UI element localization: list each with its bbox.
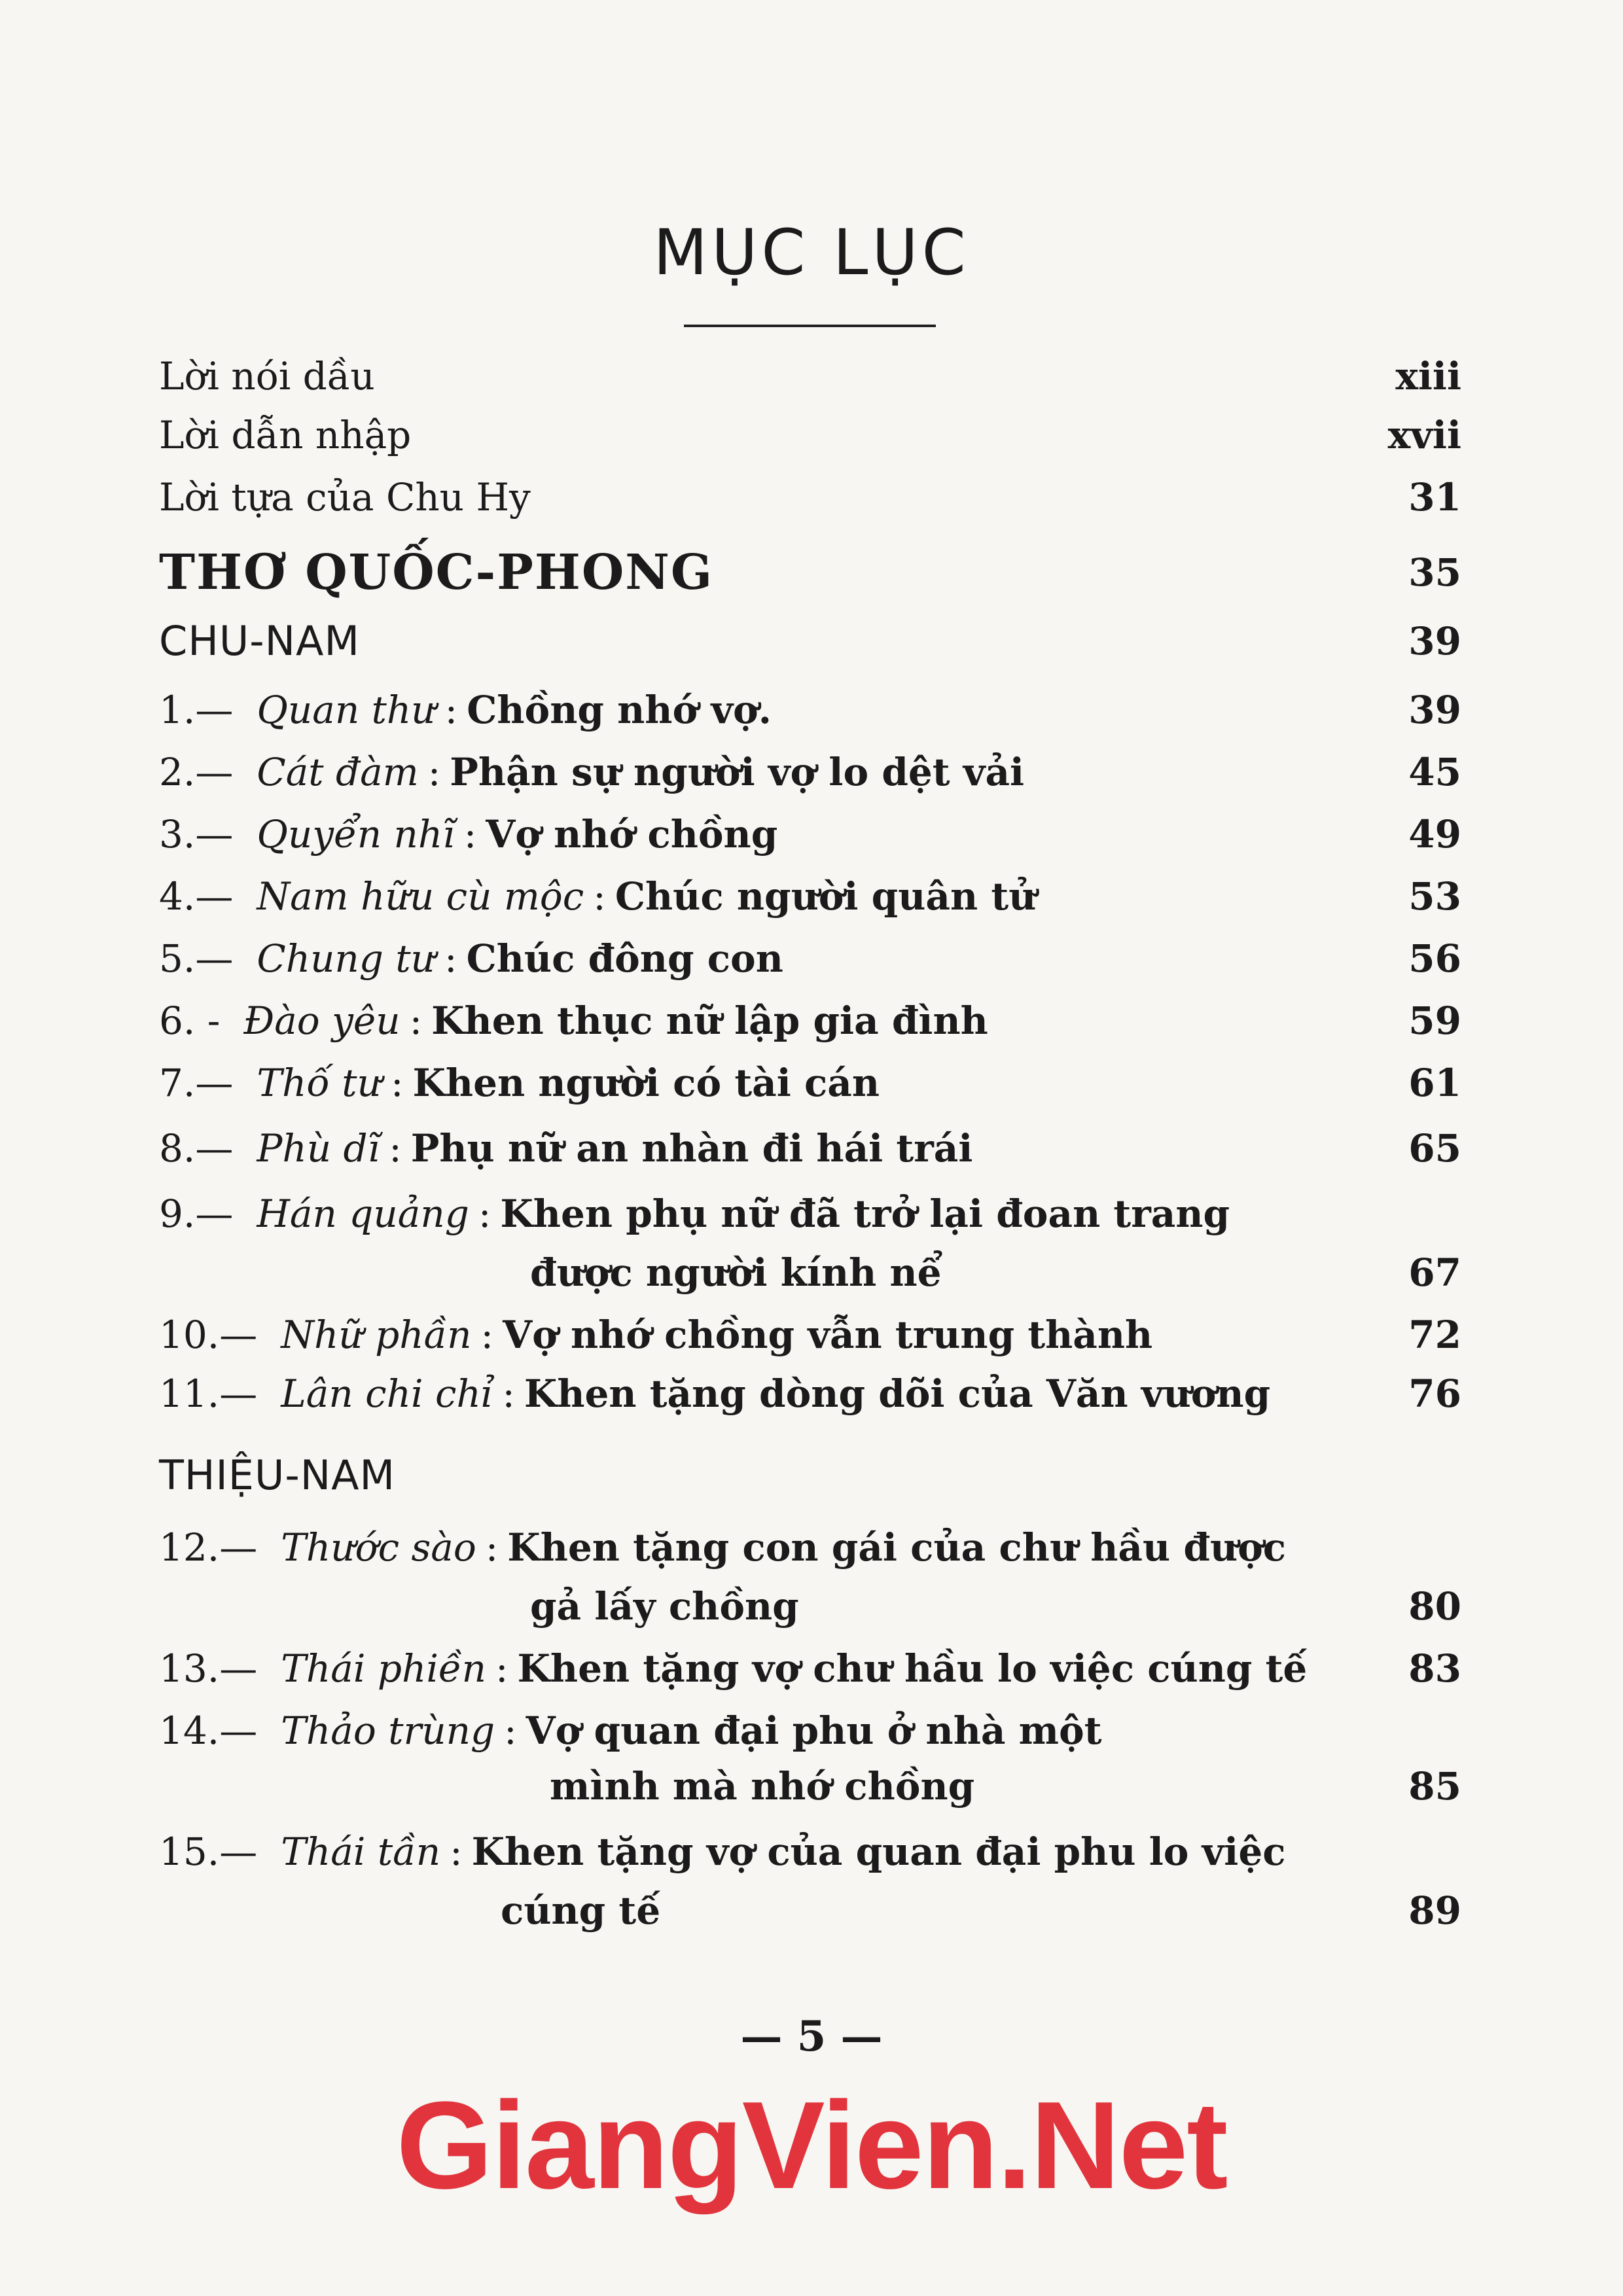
- entry-name: Phù dĩ: [257, 1126, 380, 1171]
- toc-page: xiii: [1395, 354, 1461, 398]
- entry-name: Thước sào: [281, 1525, 476, 1570]
- toc-row: 12.— Thước sào : Khen tặng con gái của chư hầu được: [159, 1521, 1461, 1574]
- entry-number: 15.—: [159, 1829, 258, 1874]
- section-thieu-nam: [159, 1449, 1461, 1502]
- entry-desc-continued: gả lấy chồng: [530, 1584, 799, 1629]
- entry-desc-continued: được người kính nể: [530, 1250, 942, 1295]
- toc-page: 85: [1408, 1764, 1461, 1809]
- watermark-logo: GiangVien.Net: [396, 2076, 1227, 2215]
- entry-desc: Phận sự người vợ lo dệt vải: [450, 750, 1025, 794]
- toc-row-continuation: [501, 1884, 1461, 1937]
- entry-number: 2.—: [159, 750, 234, 794]
- toc-page: 72: [1408, 1313, 1461, 1357]
- title-underline: [684, 325, 936, 327]
- toc-page: 65: [1408, 1126, 1461, 1171]
- toc-page: 59: [1408, 998, 1461, 1043]
- toc-row-continuation: [550, 1760, 1461, 1812]
- entry-number: 1.—: [159, 688, 234, 732]
- toc-row: 11.— Lân chi chỉ : Khen tặng dòng dõi của Văn vương 76: [159, 1368, 1461, 1420]
- entry-number: 11.—: [159, 1371, 258, 1416]
- toc-page: xvii: [1387, 413, 1461, 457]
- toc-page: 89: [1408, 1888, 1461, 1933]
- toc-page: 80: [1408, 1584, 1461, 1629]
- toc-row: 1.— Quan thư : Chồng nhớ vợ. 39: [159, 684, 1461, 736]
- section-title: THIỆU-NAM: [159, 1451, 395, 1499]
- toc-page: 53: [1408, 874, 1461, 919]
- toc-row-front-1: [159, 350, 1461, 402]
- toc-row: 10.— Nhữ phần : Vợ nhớ chồng vẫn trung thành 72: [159, 1309, 1461, 1361]
- toc-row: 15.— Thái tần : Khen tặng vợ của quan đại phu lo việc: [159, 1826, 1461, 1878]
- toc-page: 76: [1408, 1371, 1461, 1416]
- entry-name: Hán quảng: [257, 1192, 469, 1236]
- section-title: THƠ QUỐC-PHONG: [159, 544, 714, 601]
- entry-desc: Khen tặng vợ chư hầu lo việc cúng tế: [517, 1646, 1308, 1691]
- toc-page: 45: [1408, 750, 1461, 794]
- entry-number: 13.—: [159, 1646, 258, 1691]
- entry-number: 6. -: [159, 998, 221, 1043]
- entry-desc-continued: cúng tế: [501, 1888, 661, 1933]
- entry-desc: Khen tặng con gái của chư hầu được: [507, 1525, 1287, 1570]
- entry-name: Quan thư: [257, 688, 436, 732]
- entry-name: Thái tần: [281, 1829, 441, 1874]
- toc-page: 67: [1408, 1250, 1461, 1295]
- toc-row-front-3: [159, 471, 1461, 523]
- entry-name: Lân chi chỉ: [281, 1371, 493, 1416]
- toc-row: 6. - Đào yêu : Khen thục nữ lập gia đình 59: [159, 995, 1461, 1047]
- entry-desc: Khen thục nữ lập gia đình: [431, 998, 988, 1043]
- toc-page: 49: [1408, 812, 1461, 857]
- entry-name: Nam hữu cù mộc: [257, 874, 584, 919]
- entry-number: 4.—: [159, 874, 234, 919]
- entry-number: 5.—: [159, 936, 234, 981]
- toc-row: 3.— Quyển nhĩ : Vợ nhớ chồng 49: [159, 808, 1461, 860]
- entry-name: Thảo trùng: [281, 1708, 495, 1753]
- section-quoc-phong: [159, 540, 1461, 605]
- toc-row: 2.— Cát đàm : Phận sự người vợ lo dệt vải 45: [159, 746, 1461, 798]
- entry-number: 14.—: [159, 1708, 258, 1753]
- entry-desc-continued: mình mà nhớ chồng: [550, 1764, 975, 1809]
- page-title: MỤC LỤC: [653, 216, 970, 289]
- toc-text: Lời nói dầu: [159, 354, 375, 398]
- toc-row: 14.— Thảo trùng : Vợ quan đại phu ở nhà một: [159, 1704, 1461, 1757]
- entry-number: 8.—: [159, 1126, 234, 1171]
- entry-desc: Phụ nữ an nhàn đi hái trái: [410, 1126, 973, 1171]
- entry-number: 9.—: [159, 1192, 234, 1236]
- entry-desc: Khen tặng vợ của quan đại phu lo việc: [471, 1829, 1286, 1874]
- entry-name: Đào yêu: [243, 998, 401, 1043]
- toc-page: 83: [1408, 1646, 1461, 1691]
- entry-desc: Chồng nhớ vợ.: [467, 688, 772, 732]
- toc-row: 9.— Hán quảng : Khen phụ nữ đã trở lại đoan trang: [159, 1188, 1461, 1240]
- toc-page: 39: [1408, 619, 1461, 663]
- entry-desc: Khen tặng dòng dõi của Văn vương: [524, 1371, 1271, 1416]
- toc-row-continuation: [530, 1246, 1461, 1299]
- entry-desc: Chúc đông con: [466, 936, 783, 981]
- entry-name: Cát đàm: [257, 750, 419, 794]
- toc-text: Lời tựa của Chu Hy: [159, 475, 531, 520]
- toc-row: 8.— Phù dĩ : Phụ nữ an nhàn đi hái trái 65: [159, 1122, 1461, 1174]
- toc-page: 39: [1408, 688, 1461, 732]
- entry-name: Quyển nhĩ: [257, 812, 455, 857]
- entry-name: Thố tư: [257, 1061, 382, 1105]
- entry-desc: Chúc người quân tử: [615, 874, 1037, 919]
- entry-name: Chung tư: [257, 936, 436, 981]
- toc-row: 5.— Chung tư : Chúc đông con 56: [159, 932, 1461, 985]
- section-title: CHU-NAM: [159, 617, 360, 665]
- entry-desc: Vợ nhớ chồng vẫn trung thành: [503, 1313, 1153, 1357]
- entry-number: 12.—: [159, 1525, 258, 1570]
- toc-row-continuation: [530, 1580, 1461, 1633]
- toc-page: 31: [1408, 475, 1461, 520]
- page-number: — 5 —: [740, 2012, 883, 2061]
- toc-row-front-2: [159, 409, 1461, 461]
- entry-desc: Khen phụ nữ đã trở lại đoan trang: [500, 1192, 1230, 1236]
- entry-name: Thái phiền: [281, 1646, 486, 1691]
- toc-page: 35: [1408, 550, 1461, 595]
- entry-name: Nhữ phần: [281, 1313, 472, 1357]
- entry-number: 7.—: [159, 1061, 234, 1105]
- toc-page: 61: [1408, 1061, 1461, 1105]
- toc-page: 56: [1408, 936, 1461, 981]
- entry-desc: Khen người có tài cán: [412, 1061, 880, 1105]
- toc-text: Lời dẫn nhập: [159, 413, 412, 457]
- entry-desc: Vợ nhớ chồng: [486, 812, 778, 857]
- toc-row: 13.— Thái phiền : Khen tặng vợ chư hầu lo việc cúng tế 83: [159, 1642, 1461, 1695]
- toc-row: 4.— Nam hữu cù mộc : Chúc người quân tử 53: [159, 870, 1461, 923]
- toc-row: 7.— Thố tư : Khen người có tài cán 61: [159, 1057, 1461, 1109]
- entry-number: 3.—: [159, 812, 234, 857]
- entry-number: 10.—: [159, 1313, 258, 1357]
- section-chu-nam: [159, 615, 1461, 667]
- entry-desc: Vợ quan đại phu ở nhà một: [526, 1708, 1102, 1753]
